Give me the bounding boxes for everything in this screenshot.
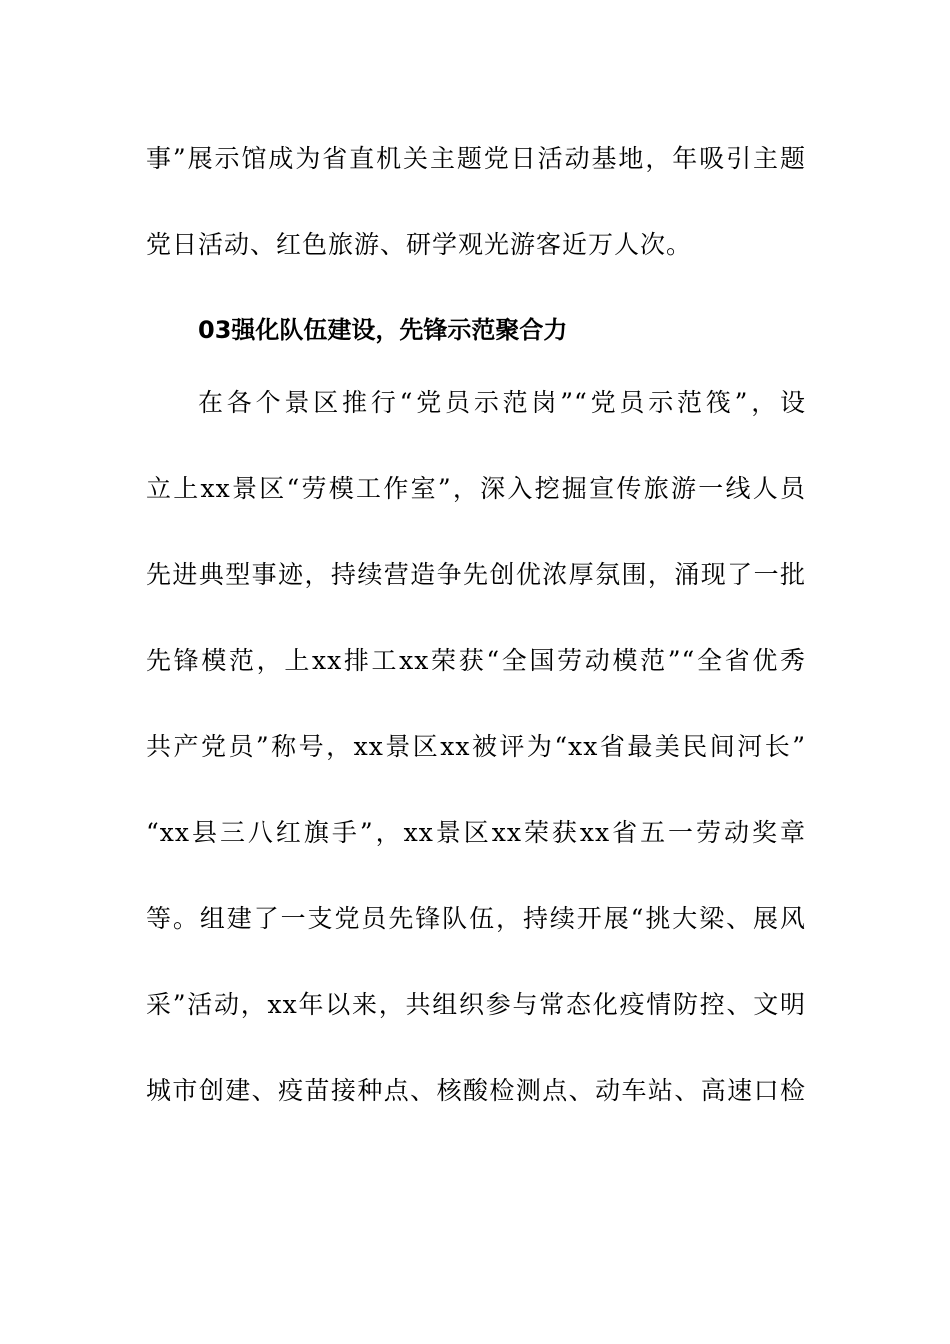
section-heading: 03强化队伍建设，先锋示范聚合力 bbox=[198, 316, 568, 344]
paragraph-2-line-5: 共产党员”称号，xx景区xx被评为“xx省最美民间河长” bbox=[146, 732, 806, 761]
paragraph-2-line-2: 立上xx景区“劳模工作室”，深入挖掘宣传旅游一线人员 bbox=[146, 474, 806, 503]
paragraph-1-line-2: 党日活动、红色旅游、研学观光游客近万人次。 bbox=[146, 230, 693, 259]
paragraph-2-line-3: 先进典型事迹，持续营造争先创优浓厚氛围，涌现了一批 bbox=[146, 560, 806, 589]
paragraph-2-line-9: 城市创建、疫苗接种点、核酸检测点、动车站、高速口检 bbox=[146, 1076, 806, 1105]
paragraph-2-line-7: 等。组建了一支党员先锋队伍，持续开展“挑大梁、展风 bbox=[146, 904, 806, 933]
paragraph-2-line-4: 先锋模范，上xx排工xx荣获“全国劳动模范”“全省优秀 bbox=[146, 646, 806, 675]
paragraph-1-line-1: 事”展示馆成为省直机关主题党日活动基地，年吸引主题 bbox=[146, 144, 806, 173]
paragraph-2-line-8: 采”活动，xx年以来，共组织参与常态化疫情防控、文明 bbox=[146, 990, 806, 1019]
paragraph-2-line-6: “xx县三八红旗手”，xx景区xx荣获xx省五一劳动奖章 bbox=[146, 818, 806, 847]
paragraph-2-line-1: 在各个景区推行“党员示范岗”“党员示范筏”，设 bbox=[198, 388, 806, 417]
